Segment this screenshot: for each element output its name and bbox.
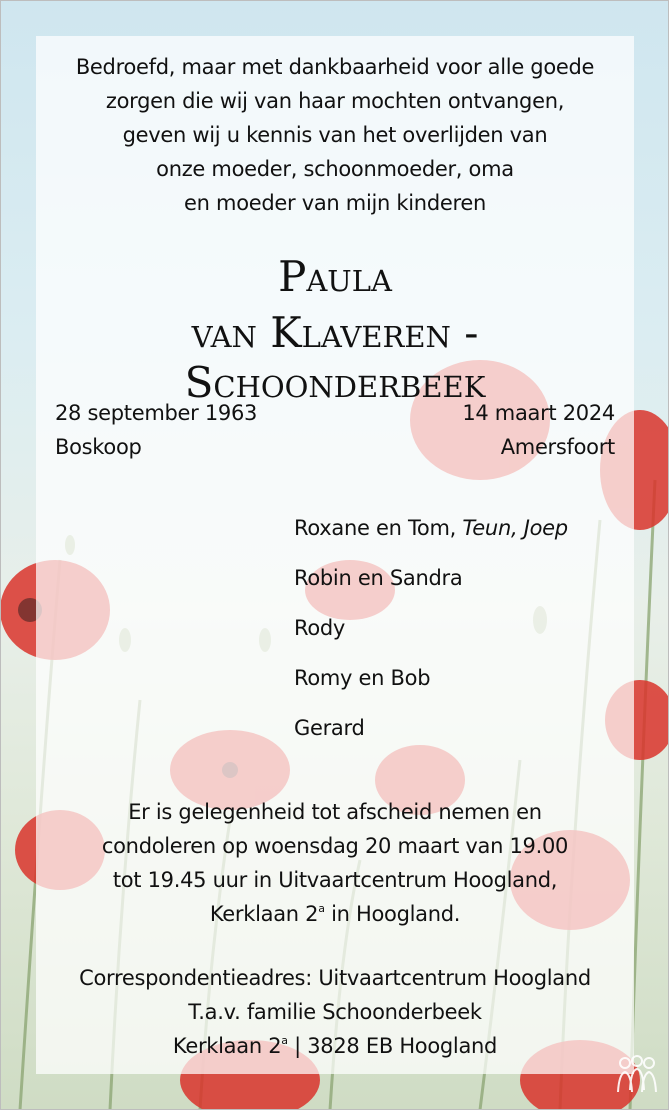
ceremony-place: in Hoogland.	[324, 902, 461, 926]
birth-place: Boskoop	[55, 435, 142, 459]
intro-line: en moeder van mijn kinderen	[184, 191, 486, 215]
correspondence-street: Kerklaan 2	[172, 1034, 282, 1058]
intro-line: zorgen die wij van haar mochten ontvangen,	[105, 89, 565, 113]
family-member-names: Roxane en Tom,	[294, 516, 463, 540]
ceremony-line	[36, 897, 634, 931]
people-logo-icon	[614, 1054, 660, 1100]
correspondence-line: T.a.v. familie Schoonderbeek	[188, 1000, 482, 1024]
intro-text	[36, 50, 634, 220]
dates-block	[55, 396, 615, 464]
deceased-first-name: Paula	[278, 252, 392, 301]
family-member: Gerard	[294, 716, 365, 740]
family-member: Rody	[294, 616, 346, 640]
ceremony-line: Er is gelegenheid tot afscheid nemen en	[128, 800, 542, 824]
ceremony-line: tot 19.45 uur in Uitvaartcentrum Hoogland,	[112, 868, 558, 892]
ceremony-info	[36, 795, 634, 931]
deceased-full-name: van Klaveren - Schoonderbeek	[184, 308, 486, 407]
death-place: Amersfoort	[500, 435, 615, 459]
family-member: Romy en Bob	[294, 666, 431, 690]
death-date: 14 maart 2024	[462, 401, 615, 425]
intro-line: onze moeder, schoonmoeder, oma	[156, 157, 514, 181]
correspondence-address	[36, 961, 634, 1063]
ceremony-address: Kerklaan 2	[209, 902, 319, 926]
correspondence-line: Correspondentieadres: Uitvaartcentrum Hoogland	[79, 966, 591, 990]
correspondence-postal: | 3828 EB Hoogland	[287, 1034, 498, 1058]
family-list	[294, 511, 568, 761]
birth-date: 28 september 1963	[55, 401, 258, 425]
grandchildren-names: Teun, Joep	[462, 516, 568, 540]
intro-line: Bedroefd, maar met dankbaarheid voor alle goede	[75, 55, 595, 79]
address-superscript: a	[318, 902, 325, 915]
address-superscript: a	[281, 1034, 288, 1047]
ceremony-line: condoleren op woensdag 20 maart van 19.00	[101, 834, 569, 858]
intro-line: geven wij u kennis van het overlijden van	[122, 123, 548, 147]
family-member: Robin en Sandra	[294, 566, 463, 590]
correspondence-line	[36, 1029, 634, 1063]
family-member	[294, 511, 568, 561]
